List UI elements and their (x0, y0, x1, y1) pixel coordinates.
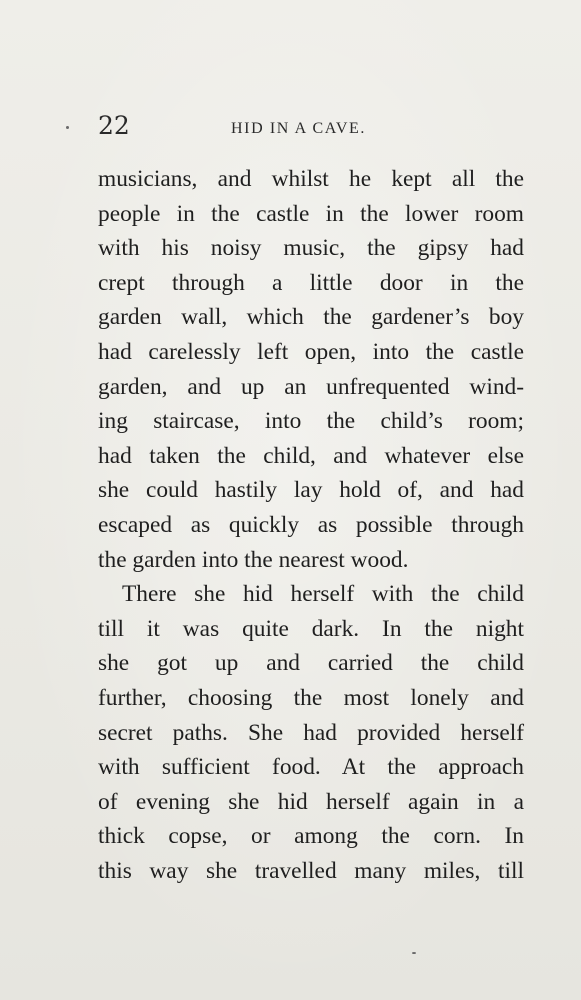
text-line: escaped as quickly as possible through (98, 511, 524, 538)
paper-speck (66, 126, 69, 129)
text-line: ing staircase, into the child’s room; (98, 408, 524, 435)
body-text (98, 162, 524, 888)
text-line: people in the castle in the lower room (98, 200, 524, 227)
text-line: further, choosing the most lonely and (98, 684, 524, 711)
page-number: 22 (98, 111, 130, 140)
running-head: HID IN A CAVE. (231, 120, 367, 137)
text-line: she got up and carried the child (98, 650, 524, 677)
paragraph-1 (98, 162, 524, 577)
paper-speck (412, 952, 416, 954)
text-line: There she hid herself with the child (122, 581, 524, 608)
text-line: secret paths. She had provided herself (98, 719, 524, 746)
text-line: musicians, and whilst he kept all the (98, 166, 524, 192)
text-line: garden wall, which the gardener’s boy (98, 304, 524, 331)
text-line: had carelessly left open, into the castle (98, 338, 524, 365)
text-line: of evening she hid herself again in a (98, 788, 524, 815)
text-line: the garden into the nearest wood. (98, 546, 409, 573)
text-line: with sufficient food. At the approach (98, 754, 524, 781)
text-line: this way she travelled many miles, till (98, 857, 524, 884)
paragraph-2 (98, 577, 524, 888)
text-line: she could hastily lay hold of, and had (98, 477, 524, 504)
text-line: garden, and up an unfrequented wind- (98, 373, 524, 400)
text-line: till it was quite dark. In the night (98, 615, 524, 642)
page-header (98, 108, 524, 148)
text-line: with his noisy music, the gipsy had (98, 235, 524, 262)
text-line: thick copse, or among the corn. In (98, 823, 524, 850)
text-line: crept through a little door in the (98, 269, 524, 296)
text-line: had taken the child, and whatever else (98, 442, 524, 469)
